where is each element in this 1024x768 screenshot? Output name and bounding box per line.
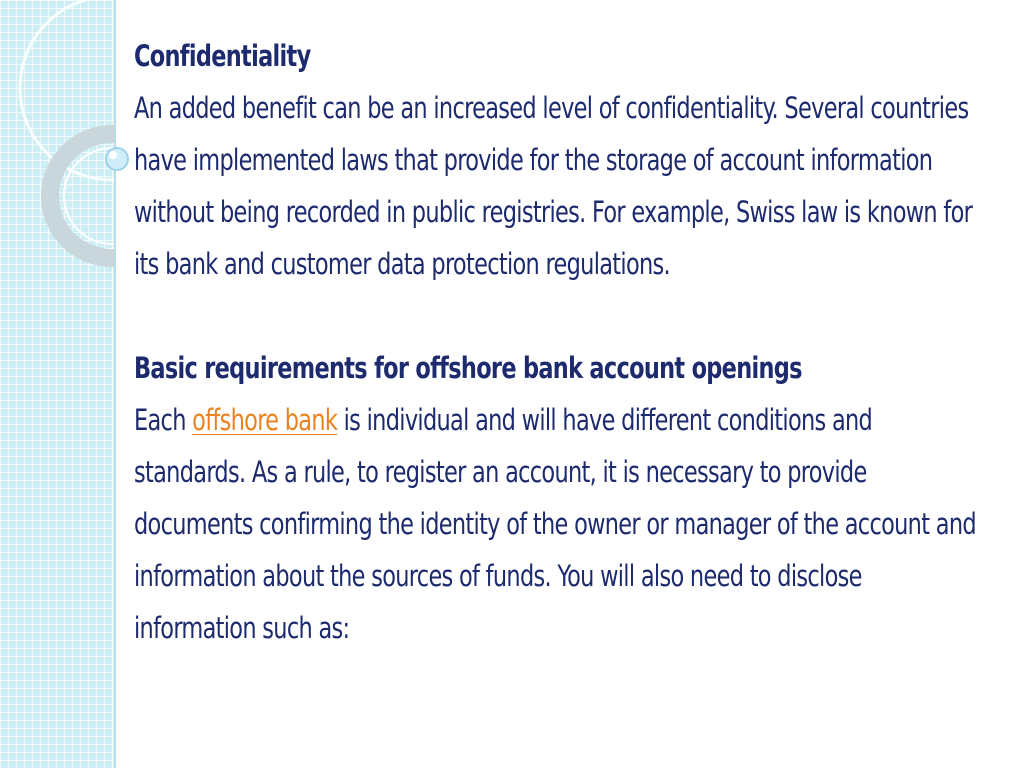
section-requirements (134, 342, 984, 654)
decorative-side-panel (0, 0, 114, 768)
side-panel-edge (114, 0, 116, 768)
requirements-heading: Basic requirements for offshore bank account openings (134, 351, 802, 385)
slide-content (134, 30, 984, 654)
confidentiality-body: An added benefit can be an increased level of confidentiality. Several countries have implemented laws that provide for the storage of account information without being recorded in public registries. For example, Swiss law is known for its bank and customer data protection regulations. (134, 91, 973, 281)
decorative-rings (0, 0, 114, 768)
requirements-body-start: Each (134, 403, 193, 437)
section-confidentiality (134, 30, 984, 290)
section-spacer (134, 290, 984, 342)
confidentiality-heading: Confidentiality (134, 39, 311, 73)
offshore-bank-link[interactable]: offshore bank (192, 403, 338, 437)
requirements-body-rest: is individual and will have different conditions and standards. As a rule, to register an account, it is necessary to provide documents confirming the identity of the owner or manager of the account and information about the sources of funds. You will also need to disclose information such as: (134, 403, 976, 645)
accent-dot (100, 142, 134, 176)
